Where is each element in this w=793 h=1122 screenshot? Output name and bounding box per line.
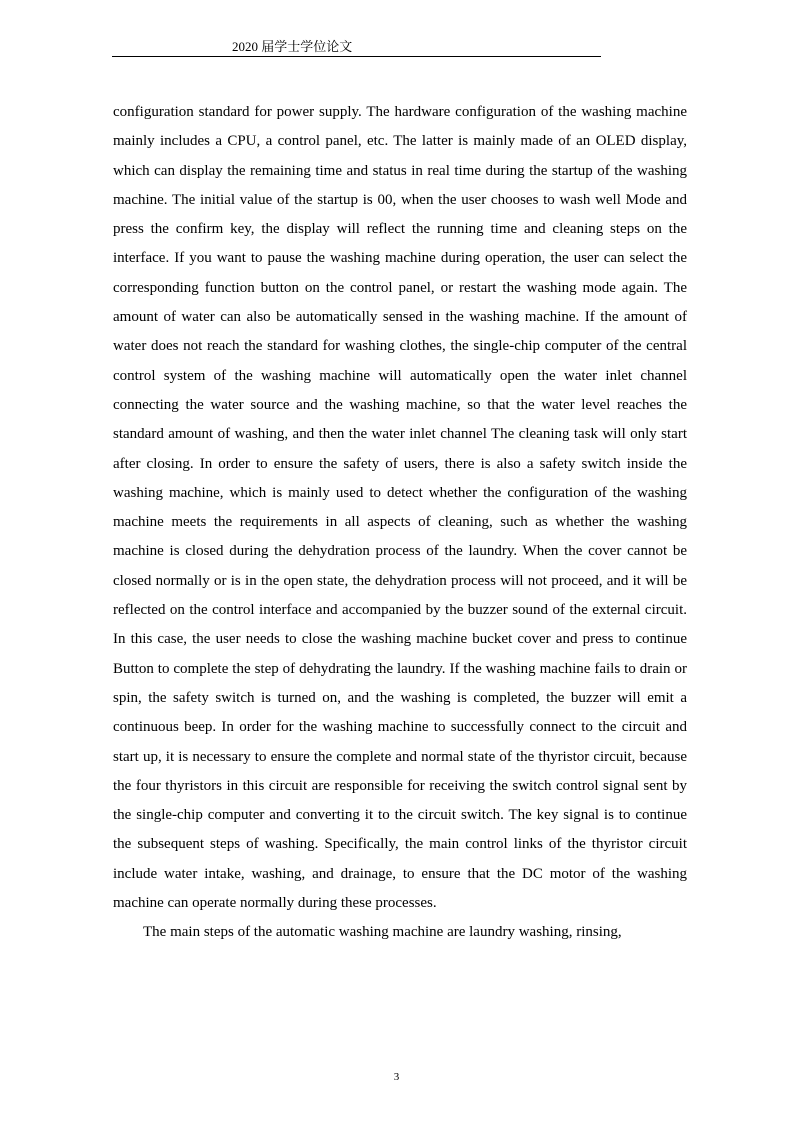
page-header (112, 38, 601, 57)
paragraph-main-steps: The main steps of the automatic washing machine are laundry washing, rinsing, (143, 924, 622, 941)
page-number: 3 (393, 1071, 400, 1083)
body-text (113, 98, 687, 948)
header-title: 2020 届学士学位论文 (232, 39, 353, 54)
paragraph-continued: configuration standard for power supply. The hardware configuration of the washing machine mainly includes a CPU, a control panel, etc. The latter is mainly made of an OLED display, which can display the remaining time and status in real time during the startup of the washing machine. The initial value of the startup is 00, when the user chooses to wash well Mode and press the confirm key, the display will reflect the running time and cleaning steps on the interface. If you want to pause the washing machine during operation, the user can select the corresponding function button on the control panel, or restart the washing mode again. The amount of water can also be automatically sensed in the washing machine. If the amount of water does not reach the standard for washing clothes, the single-chip computer of the central control system of the washing machine will automatically open the water inlet channel connecting the water source and the washing machine, so that the water level reaches the standard amount of washing, and then the water inlet channel The cleaning task will only start after closing. In order to ensure the safety of users, there is also a safety switch inside the washing machine, which is mainly used to detect whether the configuration of the washing machine meets the requirements in all aspects of cleaning, such as whether the washing machine is closed during the dehydration process of the laundry. When the cover cannot be closed normally or is in the open state, the dehydration process will not proceed, and it will be reflected on the control interface and accompanied by the buzzer sound of the external circuit. In this case, the user needs to close the washing machine bucket cover and press to continue Button to complete the step of dehydrating the laundry. If the washing machine fails to drain or spin, the safety switch is turned on, and the washing is completed, the buzzer will emit a continuous beep. In order for the washing machine to successfully connect to the circuit and start up, it is necessary to ensure the complete and normal state of the thyristor circuit, because the four thyristors in this circuit are responsible for receiving the switch control signal sent by the single-chip computer and converting it to the circuit switch. The key signal is to continue the subsequent steps of washing. Specifically, the main control links of the thyristor circuit include water intake, washing, and drainage, to ensure that the DC motor of the washing machine can operate normally during these processes. (113, 104, 687, 912)
